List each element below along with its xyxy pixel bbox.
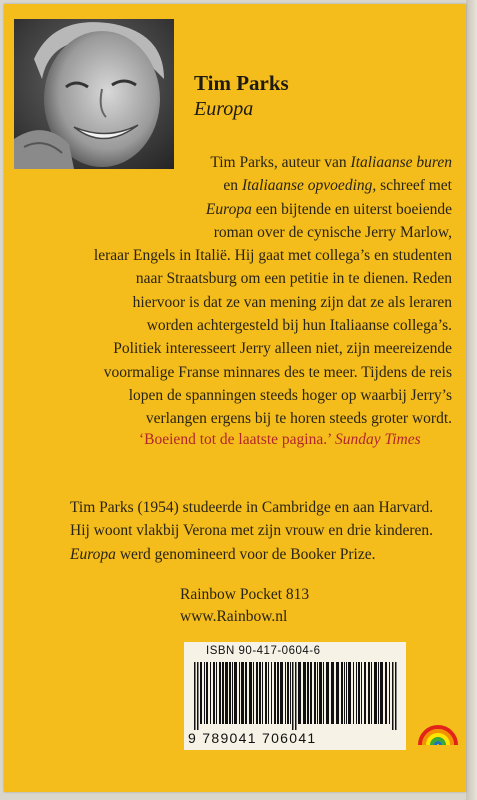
- barcode-bar: [262, 662, 263, 724]
- barcode-bar: [336, 662, 339, 724]
- barcode-bar: [197, 662, 199, 730]
- description-line-segment: en: [223, 177, 242, 195]
- barcode-bar: [241, 662, 244, 724]
- barcode-bar: [232, 662, 233, 724]
- barcode-bar: [295, 662, 297, 730]
- description-line: [52, 384, 452, 407]
- barcode-bar: [307, 662, 309, 724]
- barcode-bar: [392, 662, 394, 730]
- barcode-bar: [216, 662, 217, 724]
- barcode-bar: [225, 662, 228, 724]
- description-line-segment: roman over de cynische Jerry Marlow,: [213, 223, 452, 241]
- description-line-segment: hiervoor is dat ze van mening zijn dat ze als leraren: [132, 293, 452, 311]
- barcode-panel: [184, 642, 406, 750]
- barcode-bar: [229, 662, 231, 724]
- barcode-bar: [271, 662, 272, 724]
- description-line-segment: , schreef met: [372, 177, 452, 195]
- barcode-bar: [280, 662, 283, 724]
- barcode-bar: [239, 662, 240, 724]
- barcode-bar: [361, 662, 362, 724]
- barcode-bar: [285, 662, 286, 724]
- bio-line-segment: Hij woont vlakbij Verona met zijn vrouw en drie kinderen.: [70, 522, 434, 540]
- barcode-bar: [331, 662, 334, 724]
- description-line-segment: Tim Parks, auteur van: [210, 154, 351, 171]
- barcode-bar: [256, 662, 258, 724]
- description-line-segment: een bijtende en uiterst boeiende: [251, 200, 452, 218]
- bio-line-segment: werd genomineerd voor de Booker Prize.: [115, 545, 376, 563]
- description-line: [52, 267, 452, 290]
- description-line: [52, 291, 452, 314]
- barcode-bar: [348, 662, 351, 724]
- quote-text: ‘Boeiend tot de laatste pagina.’: [139, 431, 332, 448]
- barcode-bar: [234, 662, 237, 724]
- barcode-bar: [204, 662, 205, 724]
- barcode-bar: [200, 662, 202, 724]
- barcode-bar: [319, 662, 322, 724]
- rainbow-logo-icon: [416, 707, 460, 747]
- barcode-bar: [277, 662, 279, 724]
- description-line-segment: naar Straatsburg om een petitie in te dienen. Reden: [135, 270, 452, 288]
- barcode-bar: [317, 662, 318, 724]
- barcode-bar: [265, 662, 267, 724]
- description-line: [52, 221, 452, 244]
- barcode-bar: [249, 662, 252, 724]
- review-quote: [139, 431, 421, 449]
- author-photo: [14, 19, 174, 169]
- page-edge: [466, 0, 477, 800]
- barcode-bar: [292, 662, 294, 730]
- publisher-info: [180, 584, 309, 628]
- bio-line-segment: Tim Parks (1954) studeerde in Cambridge en aan Harvard.: [70, 499, 434, 516]
- barcode-bar: [287, 662, 289, 724]
- barcode-bar: [259, 662, 261, 724]
- barcode-bar: [341, 662, 343, 724]
- barcode-bar: [314, 662, 316, 724]
- barcode-bar: [395, 662, 397, 730]
- publisher-website: www.Rainbow.nl: [180, 608, 288, 625]
- barcode-bar: [310, 662, 312, 724]
- barcode-bar: [374, 662, 377, 724]
- description-line-segment: voormalige Franse minnares des te meer. Tijdens de reis: [103, 363, 452, 381]
- description-line-segment: Europa: [205, 200, 252, 218]
- description-line-segment: verlangen ergens bij te horen steeds groter wordt.: [145, 410, 452, 428]
- description-line-segment: Italiaanse opvoeding: [241, 177, 373, 195]
- barcode-bar: [210, 662, 211, 724]
- barcode-bar: [303, 662, 306, 724]
- book-back-cover: [4, 4, 466, 792]
- barcode-bar: [194, 662, 196, 730]
- description-line-segment: Italiaanse buren: [350, 154, 452, 171]
- blurb-description: [52, 151, 452, 431]
- barcode-bar: [290, 662, 291, 724]
- barcode-bar: [356, 662, 357, 724]
- description-line-segment: lopen de spanningen steeds hoger op waarbij Jerry’s: [128, 386, 452, 404]
- description-line: [52, 244, 452, 267]
- barcode-bar: [268, 662, 269, 724]
- barcode-bar: [245, 662, 247, 724]
- description-line-segment: leraar Engels in Italië. Hij gaat met collega’s en studenten: [93, 247, 452, 265]
- barcode-bar: [344, 662, 345, 724]
- description-line: [52, 314, 452, 337]
- barcode-bar: [219, 662, 221, 724]
- barcode-bar: [385, 662, 387, 724]
- barcode-bar: [368, 662, 370, 724]
- barcode-bar: [222, 662, 224, 724]
- description-line: [52, 337, 452, 360]
- bio-line: [70, 543, 470, 566]
- description-line-segment: worden achtergesteld bij hun Italiaanse collega’s.: [146, 317, 452, 335]
- author-name: Tim Parks: [194, 71, 289, 95]
- barcode-number: 9 789041 706041: [188, 730, 317, 746]
- description-line: [52, 174, 452, 197]
- barcode-bar: [323, 662, 324, 724]
- barcode-bar: [353, 662, 354, 724]
- barcode-bar: [346, 662, 347, 724]
- barcode-bar: [389, 662, 390, 724]
- quote-source: Sunday Times: [334, 431, 421, 448]
- barcode-bar: [378, 662, 379, 724]
- barcode-bar: [326, 662, 329, 724]
- barcode-bar: [274, 662, 276, 724]
- barcode-bar: [358, 662, 360, 724]
- barcode-bar: [206, 662, 208, 724]
- bio-line-segment: Europa: [70, 545, 116, 563]
- description-line: [52, 198, 452, 221]
- barcode-bar: [380, 662, 383, 724]
- isbn-label: ISBN 90-417-0604-6: [206, 645, 321, 657]
- barcode-bar: [364, 662, 366, 724]
- barcode-bars: [192, 662, 398, 730]
- description-line-segment: Politiek interesseert Jerry alleen niet, zijn meereizende: [113, 340, 452, 358]
- barcode-bar: [298, 662, 301, 724]
- description-line: [52, 407, 452, 430]
- description-line: [52, 361, 452, 384]
- bio-line: [70, 519, 470, 542]
- description-line: [52, 151, 452, 174]
- bio-line: [70, 496, 470, 519]
- series-label: Rainbow Pocket 813: [180, 586, 310, 603]
- barcode-bar: [253, 662, 254, 724]
- barcode-bar: [213, 662, 215, 724]
- book-title: Europa: [194, 98, 254, 120]
- author-bio: [70, 496, 470, 566]
- barcode-bar: [371, 662, 372, 724]
